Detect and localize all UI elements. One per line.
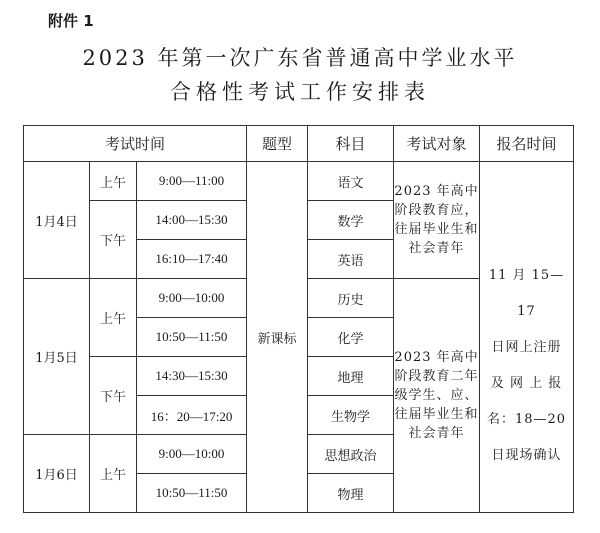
registration-line: 11 月 15—17 xyxy=(488,268,565,319)
time-slot: 10:50—11:50 xyxy=(137,318,247,357)
exam-schedule-table xyxy=(23,125,574,513)
time-slot: 14:00—15:30 xyxy=(137,201,247,240)
date-cell: 1月6日 xyxy=(24,435,90,513)
period-cell: 上午 xyxy=(90,435,137,513)
subject-cell: 语文 xyxy=(308,162,394,201)
header-question-type: 题型 xyxy=(247,126,308,162)
subject-cell: 历史 xyxy=(308,279,394,318)
time-slot: 14:30—15:30 xyxy=(137,357,247,396)
time-slot: 16:10—17:40 xyxy=(137,240,247,279)
period-cell: 上午 xyxy=(90,162,137,201)
title-line-1: 2023 年第一次广东省普通高中学业水平 xyxy=(82,46,518,70)
header-row xyxy=(24,126,574,162)
time-slot: 9:00—11:00 xyxy=(137,162,247,201)
date-cell: 1月4日 xyxy=(24,162,90,279)
registration-cell xyxy=(480,162,574,513)
subject-cell: 地理 xyxy=(308,357,394,396)
subject-cell: 思想政治 xyxy=(308,435,394,474)
header-registration: 报名时间 xyxy=(480,126,574,162)
question-type-cell: 新课标 xyxy=(247,162,308,513)
time-slot: 10:50—11:50 xyxy=(137,474,247,513)
registration-line: 及 网 上 报 xyxy=(490,376,563,391)
registration-line: 日现场确认 xyxy=(491,448,562,463)
title-line-2: 合格性考试工作安排表 xyxy=(170,80,430,104)
subject-cell: 英语 xyxy=(308,240,394,279)
subject-cell: 物理 xyxy=(308,474,394,513)
table-row xyxy=(24,162,574,201)
registration-line: 名：18—20 xyxy=(486,412,567,427)
header-subject: 科目 xyxy=(308,126,394,162)
subject-cell: 数学 xyxy=(308,201,394,240)
header-exam-time: 考试时间 xyxy=(24,126,247,162)
date-cell: 1月5日 xyxy=(24,279,90,435)
subject-cell: 生物学 xyxy=(308,396,394,435)
period-cell: 下午 xyxy=(90,357,137,435)
registration-line: 日网上注册 xyxy=(491,340,562,355)
time-slot: 9:00—10:00 xyxy=(137,279,247,318)
attachment-label: 附件 1 xyxy=(48,12,94,30)
time-slot: 9:00—10:00 xyxy=(137,435,247,474)
subject-cell: 化学 xyxy=(308,318,394,357)
period-cell: 下午 xyxy=(90,201,137,279)
time-slot: 16：20—17:20 xyxy=(137,396,247,435)
audience-cell: 2023 年高中阶段教育应，往届毕业生和社会青年 xyxy=(394,162,480,279)
audience-cell: 2023 年高中阶段教育二年级学生、应、往届毕业生和社会青年 xyxy=(394,279,480,513)
header-audience: 考试对象 xyxy=(394,126,480,162)
period-cell: 上午 xyxy=(90,279,137,357)
